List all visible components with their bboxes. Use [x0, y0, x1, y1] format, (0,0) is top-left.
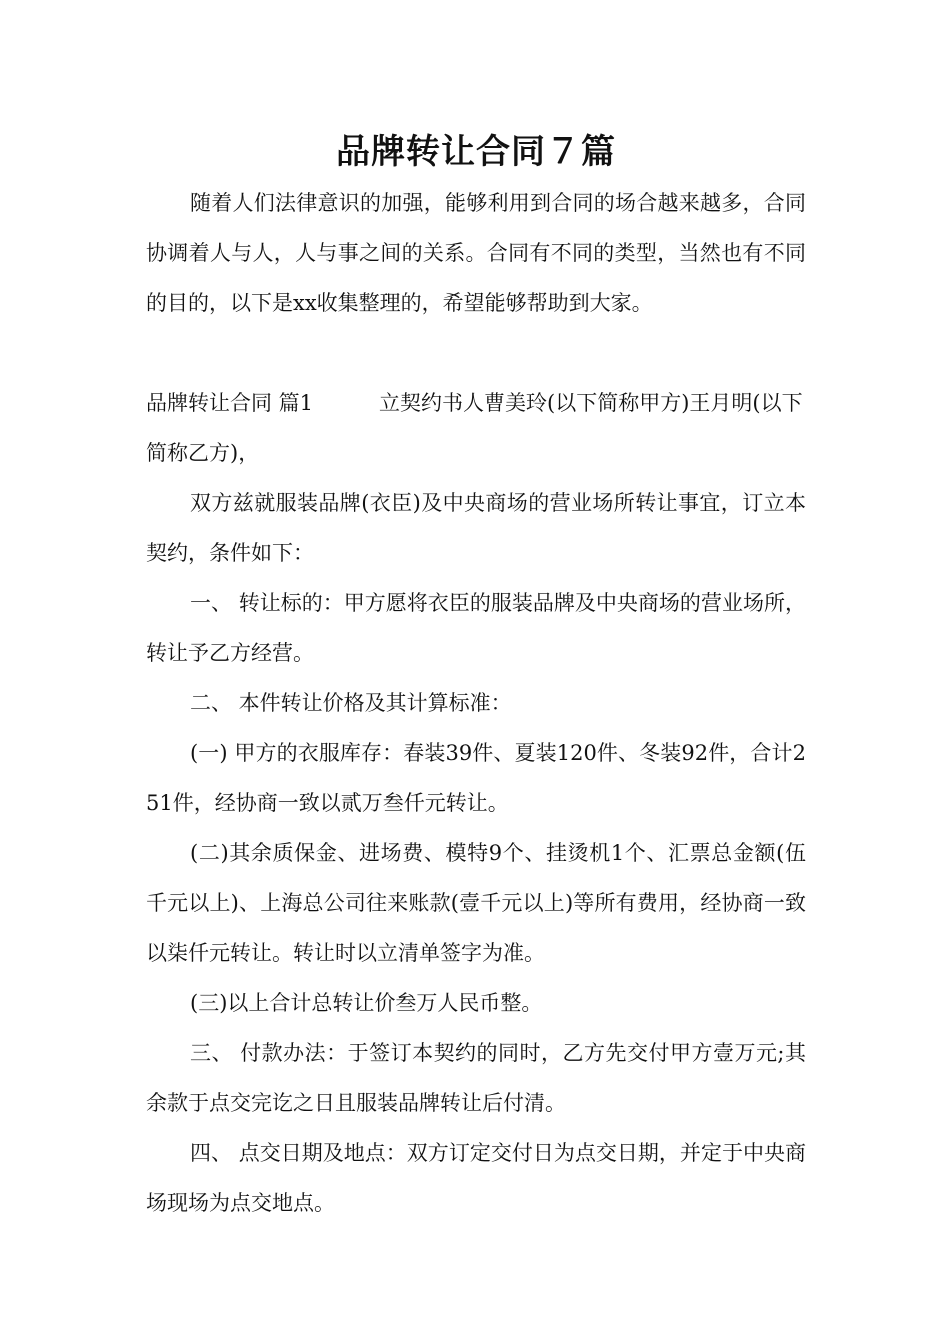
document-title: 品牌转让合同７篇 [336, 132, 616, 172]
section-1-heading-line [146, 378, 806, 478]
clause-1-transfer-subject: 一、 转让标的：甲方愿将衣臣的服装品牌及中央商场的营业场所，转让予乙方经营。 [146, 591, 806, 665]
clause-2-item-2: (二)其余质保金、进场费、模特9个、挂烫机1个、汇票总金额(伍千元以上)、上海总公司往来账款(壹千元以上)等所有费用，经协商一致以柒仟元转让。转让时以立清单签字为准。 [146, 841, 806, 965]
section-spacer [146, 328, 806, 378]
clause-2-price-heading: 二、 本件转让价格及其计算标准： [190, 691, 512, 715]
clause-4-handover: 四、 点交日期及地点：双方订定交付日为点交日期，并定于中央商场现场为点交地点。 [146, 1141, 806, 1215]
section-1-title: 品牌转让合同 篇1 [146, 391, 314, 415]
clause-2-item-3: (三)以上合计总转让价叁万人民币整。 [190, 991, 543, 1015]
intro-paragraph: 随着人们法律意识的加强，能够利用到合同的场合越来越多，合同协调着人与人，人与事之间的关系。合同有不同的类型，当然也有不同的目的，以下是xx收集整理的，希望能够帮助到大家。 [146, 191, 806, 315]
section-1-first-line: 立契约书人曹美玲(以下简称甲方)王月明(以下简称乙方)， [146, 391, 803, 465]
clause-preamble: 双方兹就服装品牌(衣臣)及中央商场的营业场所转让事宜，订立本契约，条件如下： [146, 491, 806, 565]
clause-2-item-1: (一) 甲方的衣服库存：春装39件、夏装120件、冬装92件，合计251件，经协商一致以贰万叁仟元转让。 [146, 741, 806, 815]
document-page [146, 128, 806, 1228]
clause-3-payment: 三、 付款办法：于签订本契约的同时，乙方先交付甲方壹万元;其余款于点交完讫之日且服装品牌转让后付清。 [146, 1041, 806, 1115]
